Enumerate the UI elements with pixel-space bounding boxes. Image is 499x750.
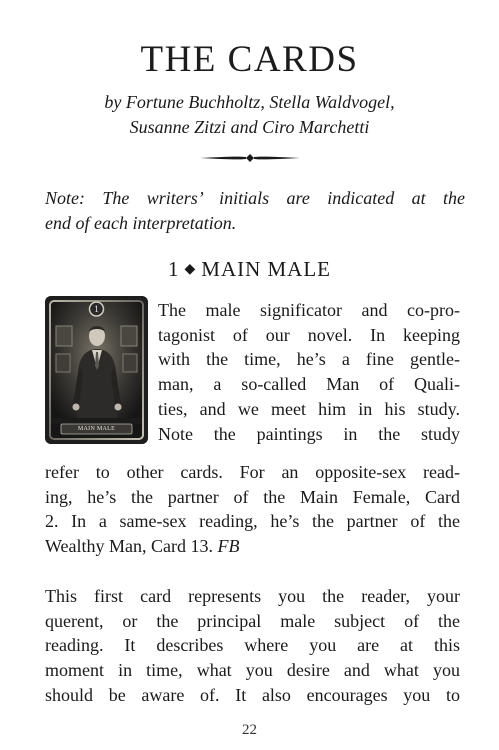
paragraph-line: with the time, he’s a fine gentle- [158, 349, 460, 370]
note-text [45, 186, 465, 236]
paragraph-line: Note the paintings in the study [158, 423, 460, 444]
paragraph-last-line [45, 534, 460, 559]
paragraph-line: reading. It describes where you are at this [45, 635, 460, 656]
byline-line-1: by Fortune Buchholtz, Stella Waldvogel, [104, 92, 395, 112]
ornament-divider-icon [200, 151, 300, 165]
byline-line-2: Susanne Zitzi and Ciro Marchetti [129, 117, 370, 137]
main-male-card-image [45, 296, 148, 444]
byline [0, 90, 499, 140]
paragraph-line: This first card represents you the reader, your [45, 586, 460, 606]
paragraph-line: ties, and we meet him in his study. [158, 398, 460, 419]
page-number: 22 [242, 722, 257, 738]
card-number: 1 [94, 304, 99, 314]
paragraph-line: The male significator and co-pro- [158, 300, 460, 320]
paragraph-line: ing, he’s the partner of the Main Female, Card [45, 486, 460, 507]
card-heading-number: 1 [167, 257, 180, 281]
paragraph-line: 2. In a same-sex reading, he’s the partner of the [45, 511, 460, 532]
interpretation-paragraph-1-full [45, 460, 460, 559]
note-line-2: end of each interpretation. [45, 213, 237, 233]
page-title: THE CARDS [140, 39, 359, 80]
interpretation-paragraph-1-wrapped [158, 298, 460, 446]
diamond-icon: ◆ [184, 262, 197, 277]
writer-initials: FB [217, 536, 240, 557]
card-illustration [45, 296, 148, 444]
paragraph-line: man, a so-called Man of Quali- [158, 374, 460, 395]
interpretation-paragraph-2 [45, 584, 460, 708]
note-line-1: Note: The writers’ initials are indicated at the [45, 188, 465, 208]
paragraph-line: moment in time, what you desire and what you [45, 660, 460, 681]
paragraph-line: refer to other cards. For an opposite-sex read- [45, 462, 460, 482]
paragraph-line: should be aware of. It also encourages you to [45, 684, 460, 705]
card-heading [0, 255, 499, 284]
card-label: MAIN MALE [77, 426, 116, 432]
paragraph-text: Wealthy Man, Card 13. [45, 536, 214, 557]
paragraph-line: querent, or the principal male subject of the [45, 610, 460, 631]
card-heading-title: MAIN MALE [201, 257, 332, 281]
paragraph-line: tagonist of our novel. In keeping [158, 324, 460, 345]
